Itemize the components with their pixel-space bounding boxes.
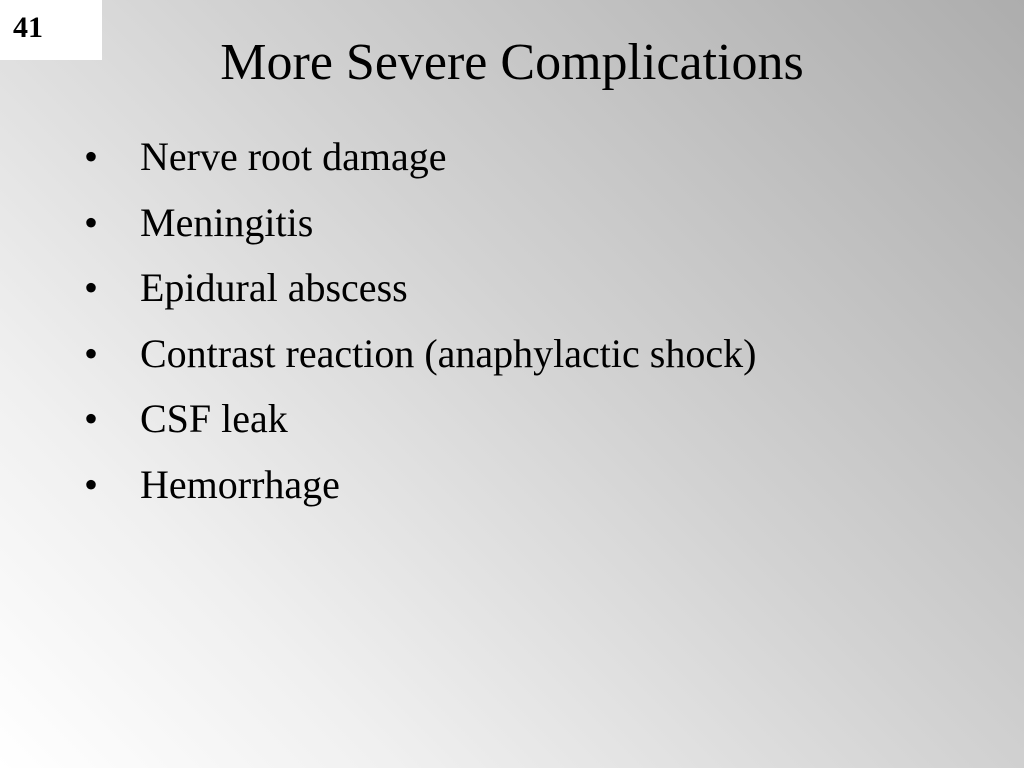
bullet-text: Hemorrhage [140,461,340,507]
bullet-text: Contrast reaction (anaphylactic shock) [140,330,757,376]
bullet-marker: • [84,199,99,245]
bullet-marker: • [84,396,99,441]
list-item [84,386,756,452]
list-item [84,124,756,190]
bullet-list [84,124,756,517]
slide-number: 41 [0,0,102,60]
bullet-marker: • [84,330,99,376]
bullet-text: CSF leak [140,396,288,441]
list-item [84,255,756,321]
list-item [84,190,756,256]
bullet-text: Epidural abscess [140,265,408,310]
bullet-marker: • [84,461,99,507]
bullet-marker: • [84,265,99,310]
list-item [84,452,756,518]
bullet-text: Nerve root damage [140,134,447,179]
bullet-marker: • [84,134,99,179]
slide-title: More Severe Complications [220,34,804,91]
list-item [84,321,756,387]
bullet-text: Meningitis [140,199,314,245]
